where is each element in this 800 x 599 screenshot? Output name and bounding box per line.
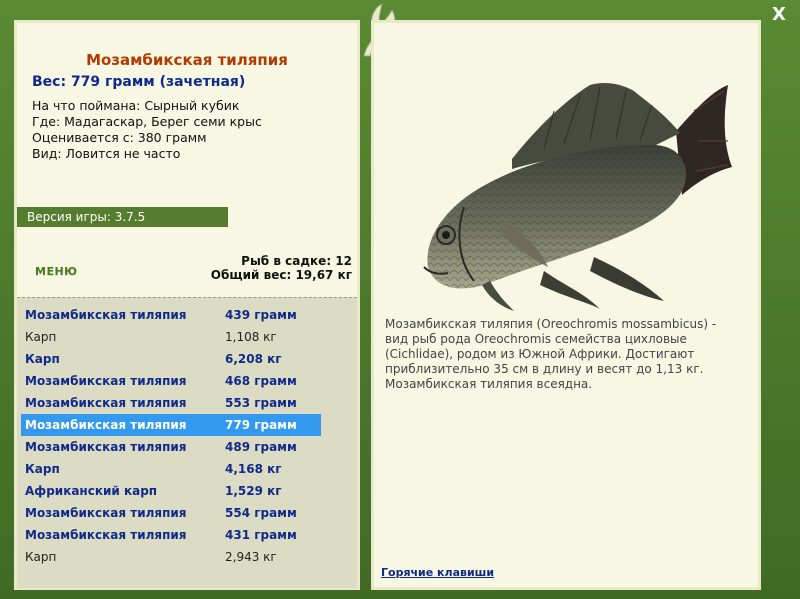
total-weight: Общий вес: 19,67 кг xyxy=(210,268,352,282)
fish-title: Мозамбикская тиляпия xyxy=(86,51,288,69)
tilapia-fish-image xyxy=(394,71,739,311)
list-item[interactable] xyxy=(21,392,321,414)
game-version: Версия игры: 3.7.5 xyxy=(17,207,228,227)
fish-place: Где: Мадагаскар, Берег семи крыс xyxy=(32,114,262,129)
catch-weight: 2,943 кг xyxy=(225,550,277,564)
list-item[interactable] xyxy=(21,348,321,370)
fish-description: Мозамбикская тиляпия (Oreochromis mossambicus) - вид рыб рода Oreochromis семейства цихловые (Cichlidae), родом из Южной Африки. Достигают приблизительно 35 см в длину и весят до 1,13 кг. Мозамбикская тиляпия всеядна. xyxy=(385,317,717,391)
catch-weight: 553 грамм xyxy=(225,396,297,410)
close-icon[interactable]: X xyxy=(772,4,786,25)
list-item[interactable] xyxy=(21,436,321,458)
catch-list xyxy=(17,297,357,588)
fish-info-panel xyxy=(14,20,360,590)
list-item[interactable] xyxy=(21,304,321,326)
keepnet-stats xyxy=(211,254,352,282)
list-item[interactable] xyxy=(21,524,321,546)
catch-name: Мозамбикская тиляпия xyxy=(25,308,187,322)
catch-weight: 554 грамм xyxy=(225,506,297,520)
catch-weight: 779 грамм xyxy=(225,418,297,432)
catch-weight: 1,529 кг xyxy=(225,484,282,498)
catch-name: Карп xyxy=(25,462,60,476)
catch-name: Карп xyxy=(25,550,57,564)
catch-name: Карп xyxy=(25,330,57,344)
fish-weight: Вес: 779 грамм (зачетная) xyxy=(32,74,246,90)
list-item[interactable] xyxy=(21,480,321,502)
fish-details xyxy=(32,98,262,162)
list-item[interactable] xyxy=(21,458,321,480)
menu-button[interactable]: МЕНЮ xyxy=(35,265,78,278)
catch-weight: 1,108 кг xyxy=(225,330,277,344)
catch-name: Карп xyxy=(25,352,60,366)
catch-weight: 4,168 кг xyxy=(225,462,282,476)
list-item[interactable] xyxy=(21,546,321,568)
catch-name: Мозамбикская тиляпия xyxy=(25,506,187,520)
hotkeys-link[interactable]: Горячие клавиши xyxy=(381,566,495,579)
catch-name: Мозамбикская тиляпия xyxy=(25,396,187,410)
catch-weight: 489 грамм xyxy=(225,440,297,454)
catch-name: Мозамбикская тиляпия xyxy=(25,528,187,542)
catch-name: Мозамбикская тиляпия xyxy=(25,418,187,432)
list-item[interactable] xyxy=(21,326,321,348)
catch-weight: 468 грамм xyxy=(225,374,297,388)
catch-name: Африканский карп xyxy=(25,484,158,498)
catch-weight: 439 грамм xyxy=(225,308,297,322)
fish-bait: На что поймана: Сырный кубик xyxy=(32,98,240,113)
list-item[interactable] xyxy=(21,502,321,524)
fish-count: Рыб в садке: 12 xyxy=(241,254,352,268)
fish-type: Вид: Ловится не часто xyxy=(32,146,181,161)
catch-name: Мозамбикская тиляпия xyxy=(25,374,187,388)
catch-weight: 6,208 кг xyxy=(225,352,282,366)
fish-valued: Оценивается с: 380 грамм xyxy=(32,130,207,145)
fish-description-panel xyxy=(371,20,761,590)
list-item-selected[interactable] xyxy=(21,414,321,436)
catch-weight: 431 грамм xyxy=(225,528,297,542)
catch-name: Мозамбикская тиляпия xyxy=(25,440,187,454)
list-item[interactable] xyxy=(21,370,321,392)
